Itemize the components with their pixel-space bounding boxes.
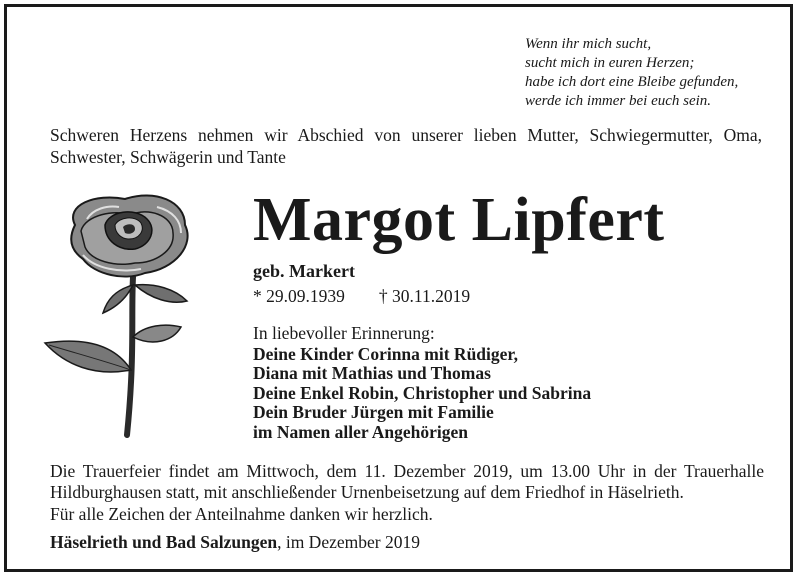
mourner-line: Dein Bruder Jürgen mit Familie xyxy=(253,402,494,423)
rose-icon xyxy=(35,185,215,443)
intro-line: Schwester, Schwägerin und Tante xyxy=(50,147,286,167)
poem-line: werde ich immer bei euch sein. xyxy=(525,93,712,109)
towns: Häselrieth und Bad Salzungen xyxy=(50,532,278,552)
memory-heading: In liebevoller Erinnerung: xyxy=(253,323,435,343)
poem-line: sucht mich in euren Herzen; xyxy=(525,55,695,71)
mourners-list xyxy=(253,345,591,442)
place-and-date xyxy=(50,532,420,553)
thanks-text: Für alle Zeichen der Anteilnahme danken wir herzlich. xyxy=(50,504,433,524)
obituary-notice xyxy=(4,4,793,572)
mourner-line: Diana mit Mathias und Thomas xyxy=(253,363,491,384)
mourner-line: im Namen aller Angehörigen xyxy=(253,421,469,442)
intro-text xyxy=(50,124,762,168)
intro-line: Schweren Herzens nehmen wir Abschied von unserer lieben Mutter, Schwiegermutter, Oma, xyxy=(50,125,762,145)
service-line: Die Trauerfeier findet am Mittwoch, dem 11. Dezember 2019, um 13.00 Uhr in der Trauerhalle xyxy=(50,461,764,481)
service-info xyxy=(50,461,764,503)
poem-line: habe ich dort eine Bleibe gefunden, xyxy=(525,74,739,90)
poem-line: Wenn ihr mich sucht, xyxy=(525,36,652,52)
death-date: † 30.11.2019 xyxy=(378,286,471,306)
birth-name: geb. Markert xyxy=(253,261,355,281)
birth-date: * 29.09.1939 xyxy=(253,286,345,306)
service-line: Hildburghausen statt, mit anschließender Urnenbeisetzung auf dem Friedhof in Häselrieth. xyxy=(50,482,684,502)
poem xyxy=(525,35,785,111)
mourner-line: Deine Enkel Robin, Christopher und Sabrina xyxy=(253,382,592,403)
life-dates xyxy=(253,286,470,307)
mourner-line: Deine Kinder Corinna mit Rüdiger, xyxy=(253,344,518,364)
deceased-name: Margot Lipfert xyxy=(253,186,665,254)
notice-date: , im Dezember 2019 xyxy=(277,532,420,552)
